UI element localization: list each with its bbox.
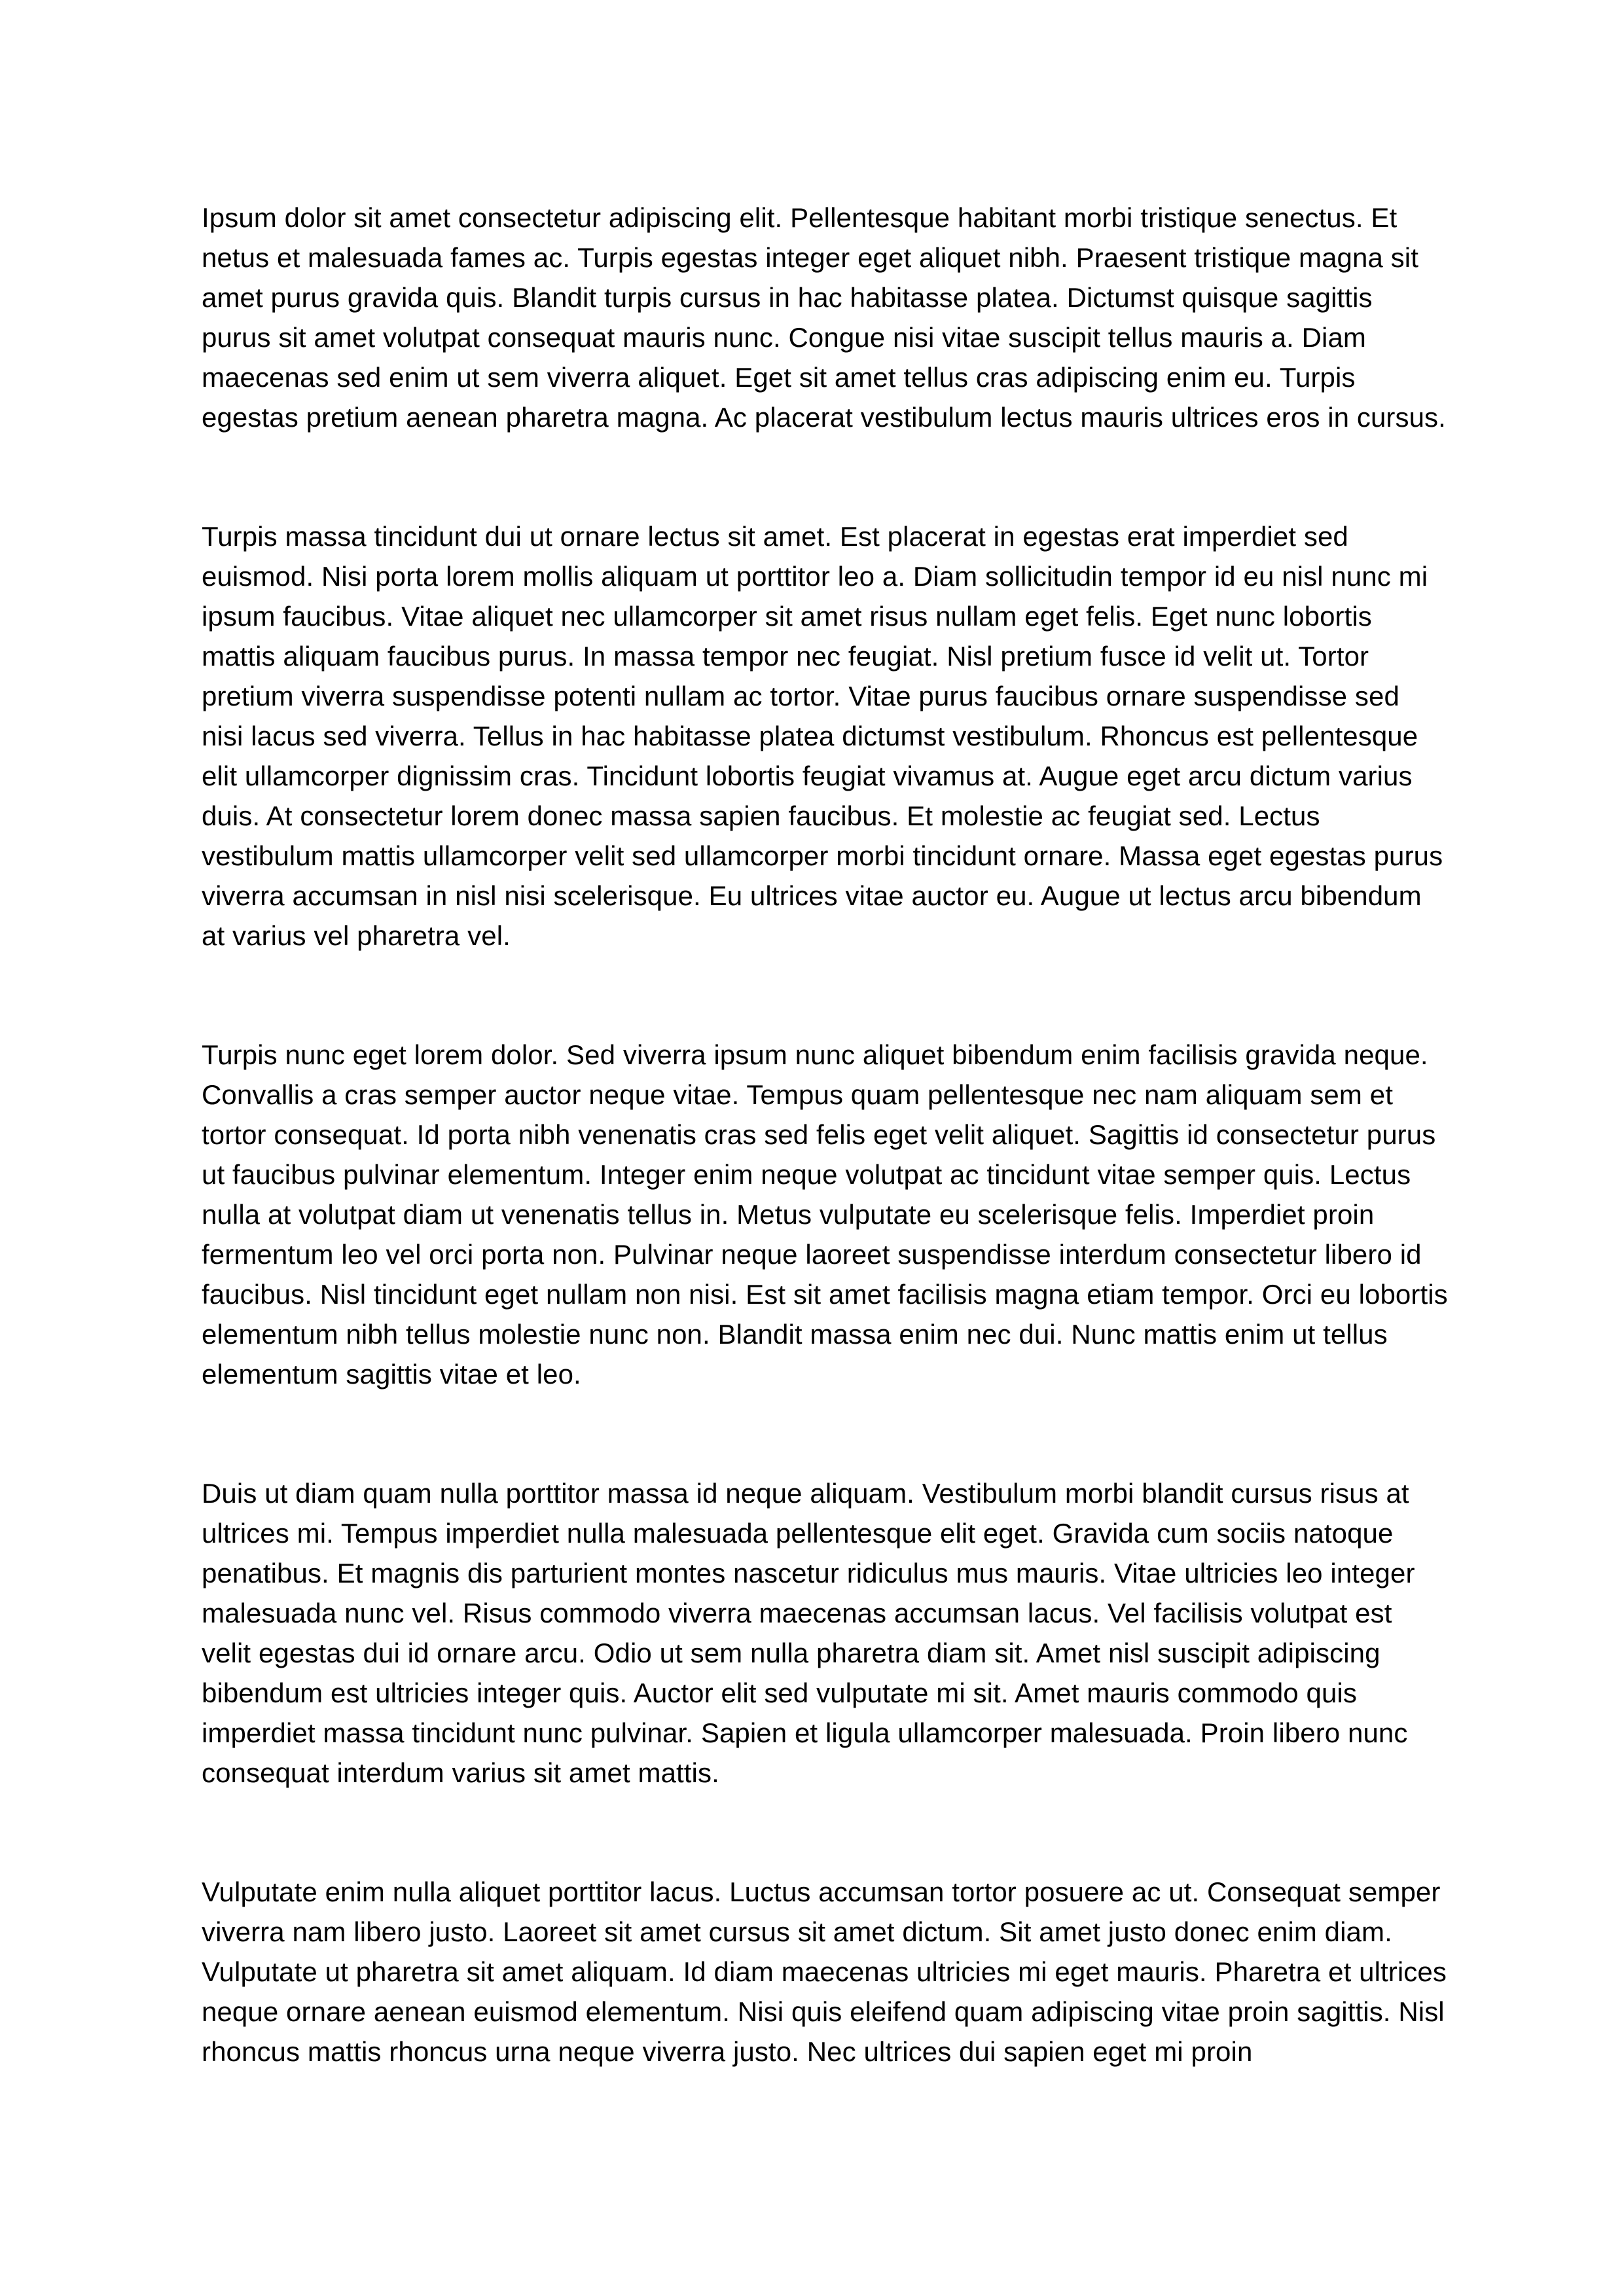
- paragraph-1: Ipsum dolor sit amet consectetur adipiscing elit. Pellentesque habitant morbi tristique senectus. Et netus et malesuada fames ac. Turpis egestas integer eget aliquet nibh. Praesent tristique magna sit amet purus gravida quis. Blandit turpis cursus in hac habitasse platea. Dictumst quisque sagittis purus sit amet volutpat consequat mauris nunc. Congue nisi vitae suscipit tellus mauris a. Diam maecenas sed enim ut sem viverra aliquet. Eget sit amet tellus cras adipiscing enim eu. Turpis egestas pretium aenean pharetra magna. Ac placerat vestibulum lectus mauris ultrices eros in cursus.: [202, 202, 1446, 433]
- paragraph-4: Duis ut diam quam nulla porttitor massa id neque aliquam. Vestibulum morbi blandit cursus risus at ultrices mi. Tempus imperdiet nulla malesuada pellentesque elit eget. Gravida cum sociis natoque penatibus. Et magnis dis parturient montes nascetur ridiculus mus mauris. Vitae ultricies leo integer malesuada nunc vel. Risus commodo viverra maecenas accumsan lacus. Vel facilisis volutpat est velit egestas dui id ornare arcu. Odio ut sem nulla pharetra diam sit. Amet nisl suscipit adipiscing bibendum est ultricies integer quis. Auctor elit sed vulputate mi sit. Amet mauris commodo quis imperdiet massa tincidunt nunc pulvinar. Sapien et ligula ullamcorper malesuada. Proin libero nunc consequat interdum varius sit amet mattis.: [202, 1478, 1415, 1788]
- paragraph-3: Turpis nunc eget lorem dolor. Sed viverra ipsum nunc aliquet bibendum enim facilisis gravida neque. Convallis a cras semper auctor neque vitae. Tempus quam pellentesque nec nam aliquam sem et tortor consequat. Id porta nibh venenatis cras sed felis eget velit aliquet. Sagittis id consectetur purus ut faucibus pulvinar elementum. Integer enim neque volutpat ac tincidunt vitae semper quis. Lectus nulla at volutpat diam ut venenatis tellus in. Metus vulputate eu scelerisque felis. Imperdiet proin fermentum leo vel orci porta non. Pulvinar neque laoreet suspendisse interdum consectetur libero id faucibus. Nisl tincidunt eget nullam non nisi. Est sit amet facilisis magna etiam tempor. Orci eu lobortis elementum nibh tellus molestie nunc non. Blandit massa enim nec dui. Nunc mattis enim ut tellus elementum sagittis vitae et leo.: [202, 1039, 1448, 1390]
- text-block: [202, 198, 1449, 2072]
- paragraph-2: Turpis massa tincidunt dui ut ornare lectus sit amet. Est placerat in egestas erat imperdiet sed euismod. Nisi porta lorem mollis aliquam ut porttitor leo a. Diam sollicitudin tempor id eu nisl nunc mi ipsum faucibus. Vitae aliquet nec ullamcorper sit amet risus nullam eget felis. Eget nunc lobortis mattis aliquam faucibus purus. In massa tempor nec feugiat. Nisl pretium fusce id velit ut. Tortor pretium viverra suspendisse potenti nullam ac tortor. Vitae purus faucibus ornare suspendisse sed nisi lacus sed viverra. Tellus in hac habitasse platea dictumst vestibulum. Rhoncus est pellentesque elit ullamcorper dignissim cras. Tincidunt lobortis feugiat vivamus at. Augue eget arcu dictum varius duis. At consectetur lorem donec massa sapien faucibus. Et molestie ac feugiat sed. Lectus vestibulum mattis ullamcorper velit sed ullamcorper morbi tincidunt ornare. Massa eget egestas purus viverra accumsan in nisl nisi scelerisque. Eu ultrices vitae auctor eu. Augue ut lectus arcu bibendum at varius vel pharetra vel.: [202, 521, 1443, 951]
- paragraph-5: Vulputate enim nulla aliquet porttitor lacus. Luctus accumsan tortor posuere ac ut. Consequat semper viverra nam libero justo. Laoreet sit amet cursus sit amet dictum. Sit amet justo donec enim diam. Vulputate ut pharetra sit amet aliquam. Id diam maecenas ultricies mi eget mauris. Pharetra et ultrices neque ornare aenean euismod elementum. Nisi quis eleifend quam adipiscing vitae proin sagittis. Nisl rhoncus mattis rhoncus urna neque viverra justo. Nec ultrices dui sapien eget mi proin: [202, 1876, 1447, 2067]
